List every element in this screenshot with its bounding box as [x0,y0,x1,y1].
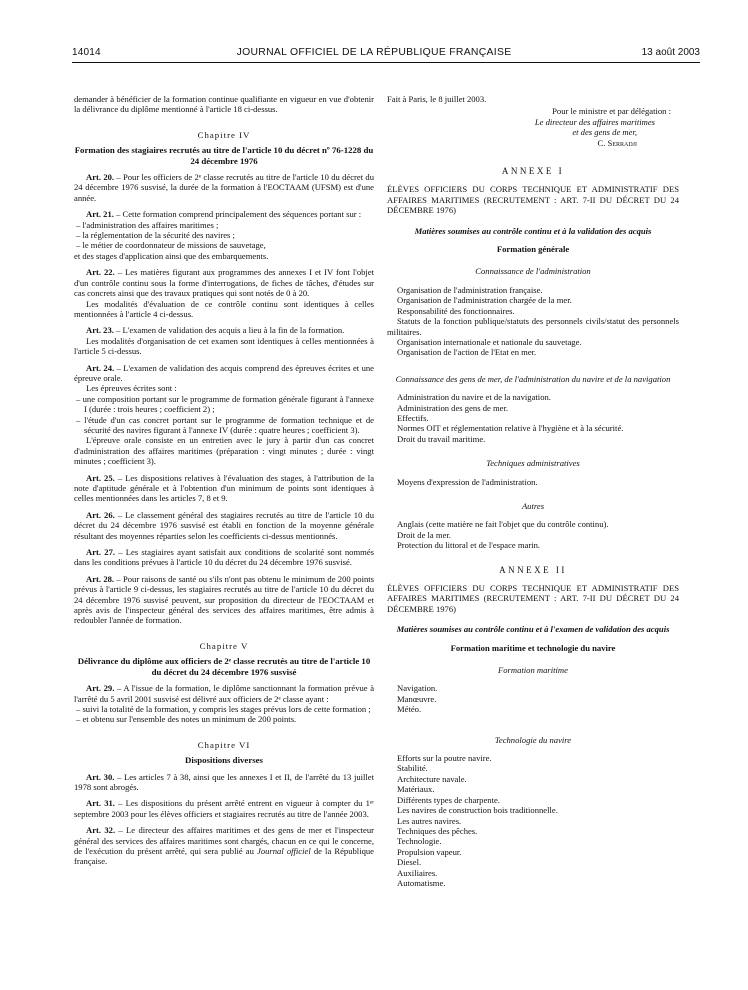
section-title: Formation maritime et technologie du navire [450,642,616,653]
list-item: Statuts de la fonction publique/statuts des personnels civils/statut des personnels militaires. [387,316,679,337]
list-item: Météo. [397,704,422,715]
paragraph: Les modalités d'évaluation de ce contrôle continu sont identiques à celles mentionnées à l'article 4 ci-dessus. [74,298,374,319]
article-text: – Pour les officiers de 2ᵉ classe recrutés au titre de l'article 10 du décret du 24 décembre 1976 susvisé, la durée de la formation à l'EOCTAAM (UFSM) est d'une année. [74,172,374,203]
article-number: Art. 25. [86,472,115,483]
list-item: – l'administration des affaires maritimes ; [76,219,219,230]
article-number: Art. 28. [86,573,115,584]
chapter-5-label: Chapitre V [199,640,249,651]
article-20 [74,172,374,203]
list-item: Matériaux. [397,784,435,795]
list-item: Efforts sur la poutre navire. [397,753,492,764]
annex-1-title: ANNEXE I [501,166,565,177]
list-item: – l'étude d'un cas concret portant sur le programme de formation technique et de sécurité des navires figurant à l'annexe IV (durée : quatre heures ; coefficient 3). [76,414,374,435]
article-number: Art. 22. [86,267,115,278]
list-item: Droit de la mer. [397,529,451,540]
issue-date: 13 août 2003 [641,47,700,58]
article-text: – Les dispositions du présent arrêté entrent en vigueur à compter du 1ᵉʳ septembre 2003 pour les élèves officiers et stagiaires recrutés au titre de l'année 2003. [74,798,375,819]
article-text: – Cette formation comprend principalement des séquences portant sur : [113,209,362,220]
header-rule [72,62,700,63]
article-text: – Les matières figurant aux programmes des annexes I et IV font l'objet d'un contrôle continu sous la forme d'interrogations, de fiches de tâches, d'études sur cas concrets ainsi que des travaux pratiques qui sont notés de 0 à 20. [74,267,375,299]
paragraph: Les modalités d'organisation de cet examen sont identiques à celles mentionnées à l'article 5 ci-dessus. [74,335,374,357]
article-number: Art. 21. [86,209,114,220]
subject-list [387,285,679,358]
subject-list [387,753,679,888]
subsection-title: Connaissance de l'administration [475,266,591,277]
article-31 [74,798,374,819]
article-text: – A l'issue de la formation, le diplôme sanctionnant la formation prévue à l'arrêté du 5 avril 2001 susvisé est délivré aux officiers de 2ᵉ classe ayant : [74,683,375,704]
list-item: – la réglementation de la sécurité des navires ; [76,230,235,241]
list-item: Stabilité. [397,763,428,774]
article-number: Art. 31. [86,798,115,809]
annex-2-title: ANNEXE II [499,564,567,575]
article-number: Art. 26. [86,509,115,520]
list-item: Moyens d'expression de l'administration. [397,476,538,487]
article-text: – Le directeur des affaires maritimes et des gens de mer et l'inspecteur général des services des affaires maritimes sont chargés, chacun en ce qui le concerne, de l'exécution du présent arrêté, qui sera publié au [74,825,375,856]
list-item: Organisation de l'administration française. [397,284,543,295]
signature-line: Le directeur des affaires maritimes [534,116,655,127]
list-item: Effectifs. [397,412,429,423]
article-21 [74,209,374,219]
list-item: Les navires de construction bois traditionnelle. [397,805,558,816]
section-title: Formation générale [496,244,570,255]
intro-paragraph: demander à bénéficier de la formation continue qualifiante en vigueur en vue d'obtenir la délivrance du diplôme mentionné à l'article 18 ci-dessus. [74,94,374,115]
article-22 [74,267,374,298]
list-item: Administration du navire et de la navigation. [397,392,551,403]
article-number: Art. 23. [86,325,114,336]
article-32 [74,825,374,867]
article-number: Art. 20. [86,172,115,183]
chapter-6-label: Chapitre VI [197,739,251,750]
subsection-title: Autres [521,500,545,511]
list-item: – suivi la totalité de la formation, y compris les stages prévus lors de cette formation ; [76,703,371,714]
list-item: – et obtenu sur l'ensemble des notes un minimum de 200 points. [76,714,297,725]
list-item: Anglais (cette matière ne fait l'objet que du contrôle continu). [397,519,609,530]
chapter-6-title: Dispositions diverses [185,755,263,766]
list-item: Les autres navires. [397,815,462,826]
chapter-5-title: Délivrance du diplôme aux officiers de 2ᵉ classe recrutés au titre de l'article 10 du décret du 24 décembre 1976 susvisé [77,656,371,677]
annex-2-heading: ÉLÈVES OFFICIERS DU CORPS TECHNIQUE ET ADMINISTRATIF DES AFFAIRES MARITIMES (RECRUTEMENT : ART. 7-II DU DÉCRET DU 24 DÉCEMBRE 1976) [387,583,679,614]
article-text: – Pour raisons de santé ou s'ils n'ont pas obtenu le minimum de 200 points prévus à l'article 9 ci-dessus, les stagiaires recrutés au titre de l'article 10 du décret du 24 décembre 1976 susvisé peuvent, sur proposition du directeur de l'EOCTAAM et après avis de l'inspecteur général des services des affaires maritimes, être admis à redoubler l'année de formation. [74,573,375,626]
article-23 [74,325,374,335]
list-item: – une composition portant sur le programme de formation générale figurant à l'annexe I (durée : trois heures ; coefficient 2) ; [76,393,374,415]
list-item: Manœuvre. [397,693,437,704]
left-column [74,94,374,867]
right-column [387,94,679,888]
list-item: Responsabilité des fonctionnaires. [397,305,515,316]
article-text: – Les dispositions relatives à l'évaluation des stages, à l'attribution de la note d'aptitude générale et à l'obtention d'un minimum de points sont identiques à celles mentionnées dans les articles 7, 8 et 9. [74,472,375,504]
article-24 [74,363,374,384]
list-item: Navigation. [397,683,438,694]
article-text: – Les articles 7 à 38, ainsi que les annexes I et II, de l'arrêté du 13 juillet 1978 sont abrogés. [74,771,374,792]
page-number: 14014 [72,47,101,58]
list-item: Droit du travail maritime. [397,433,486,444]
subsection-title: Formation maritime [498,665,568,676]
article-number: Art. 30. [86,771,115,782]
annex-1-heading: ÉLÈVES OFFICIERS DU CORPS TECHNIQUE ET ADMINISTRATIF DES AFFAIRES MARITIMES (RECRUTEMENT : ART. 7-II DU DÉCRET DU 24 DÉCEMBRE 1976) [387,184,679,216]
article-30 [74,772,374,793]
article-text: – Le classement général des stagiaires recrutés au titre de l'article 10 du décret du 24 décembre 1976 susvisé est établi en fonction de la moyenne générale résultant des moyennes réparties selon les coefficients ci-dessus mentionnés. [74,509,374,541]
article-26 [74,510,374,541]
paragraph: Les épreuves écrites sont : [86,383,177,394]
annex-1-subtitle: Matières soumises au contrôle continu et à la validation des acquis [414,225,652,236]
article-25 [74,473,374,504]
chapter-4-label: Chapitre IV [197,129,251,140]
article-number: Art. 27. [86,547,116,558]
list-item: Auxiliaires. [397,867,438,878]
list-item: Normes OIT et réglementation relative à l'hygiène et à la sécurité. [397,423,624,434]
subsection-title: Techniques administratives [486,458,580,469]
journal-title: JOURNAL OFFICIEL DE LA RÉPUBLIQUE FRANÇAISE [236,47,512,58]
list-item: Administration des gens de mer. [397,402,508,413]
signature-line: Pour le ministre et par délégation : [552,106,671,117]
list-item: Différents types de charpente. [397,794,500,805]
subject-list [387,392,679,444]
list-item: Organisation de l'action de l'Etat en mer. [397,347,537,358]
article-text: de la République française. [74,845,374,867]
list-item: Technologie. [397,836,442,847]
subsection-title: Technologie du navire [494,734,572,745]
article-29 [74,683,374,704]
subject-list [387,519,679,550]
list-item: Techniques des pêches. [397,825,478,836]
list-item: Organisation de l'administration chargée de la mer. [397,295,572,306]
article-number: Art. 29. [86,683,115,694]
list-item: Automatisme. [397,877,446,888]
paragraph: L'épreuve orale consiste en un entretien avec le jury à partir d'un cas concret d'administration des affaires maritimes (préparation : vingt minutes ; durée : vingt minutes ; coefficient 3). [74,435,374,467]
list-item: Protection du littoral et de l'espace marin. [397,540,541,551]
list-item: Organisation internationale et nationale du sauvetage. [397,336,582,347]
signatory-name: C. Serradji [597,137,637,148]
chapter-4-title: Formation des stagiaires recrutés au titre de l'article 10 du décret nº 76-1228 du 24 décembre 1976 [74,145,374,166]
annex-2-subtitle: Matières soumises au contrôle continu et à l'examen de validation des acquis [396,624,670,635]
page-header [0,0,748,66]
article-number: Art. 24. [86,362,115,373]
article-27 [74,547,374,568]
list-item: Architecture navale. [397,773,467,784]
article-28 [74,574,374,626]
paragraph: et des stages d'application ainsi que des embarquements. [74,250,269,261]
journal-name: Journal officiel [257,845,311,856]
signature-line: et des gens de mer, [572,127,637,138]
article-text: – Les stagiaires ayant satisfait aux conditions de scolarité sont nommés dans les conditions prévues à l'article 10 du décret du 24 décembre 1976 susvisé. [74,547,375,568]
list-item: Diesel. [397,857,422,868]
signature-place-date: Fait à Paris, le 8 juillet 2003. [387,94,487,104]
list-item: – le métier de coordonnateur de missions de sauvetage, [76,240,266,251]
subject-list [387,683,679,714]
subsection-title: Connaissance des gens de mer, de l'administration du navire et de la navigation [395,373,671,384]
article-text: – L'examen de validation des acquis a lieu à la fin de la formation. [113,325,345,336]
article-number: Art. 32. [86,825,116,836]
list-item: Propulsion vapeur. [397,846,462,857]
article-text: – L'examen de validation des acquis comprend des épreuves écrites et une épreuve orale. [74,362,374,383]
